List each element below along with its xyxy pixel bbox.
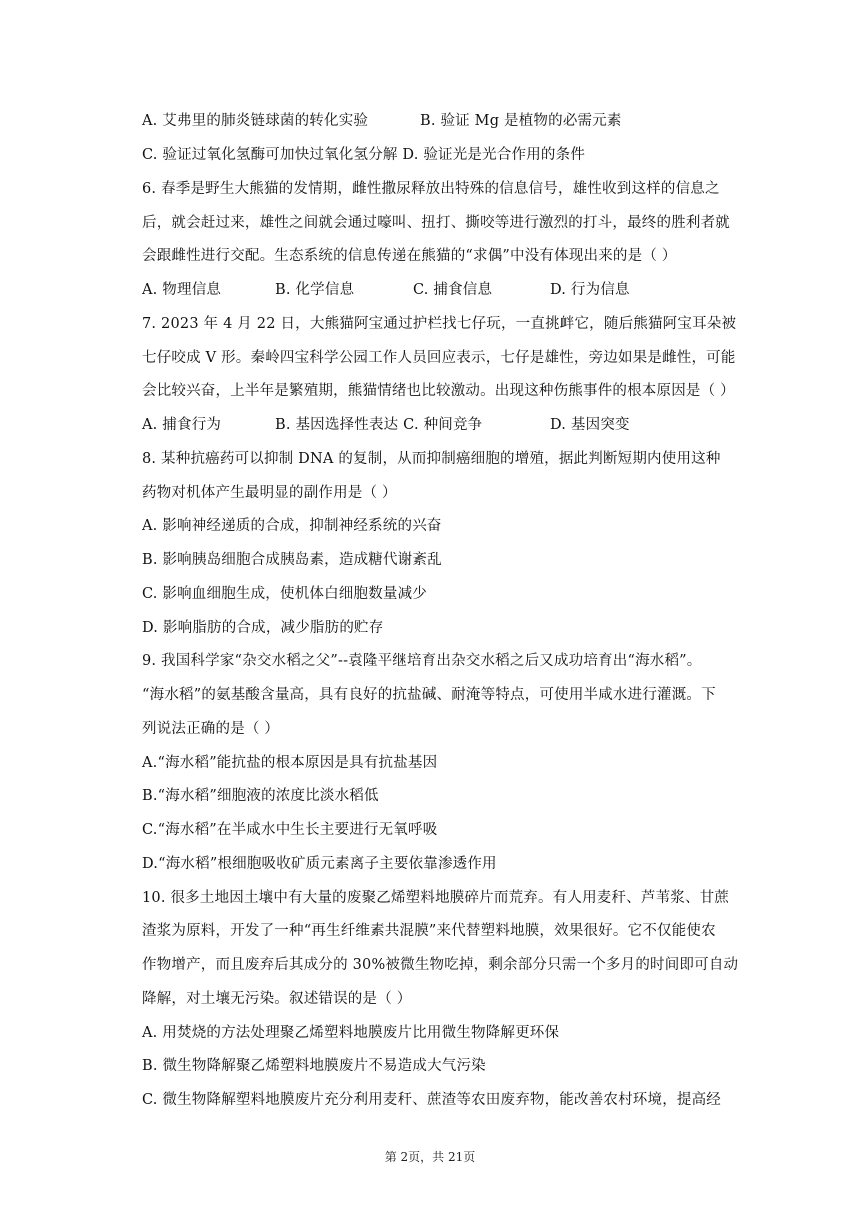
text-line: 降解，对土壤无污染。叙述错误的是（ ） bbox=[142, 991, 412, 1007]
text-line: C. 验证过氧化氢酶可加快过氧化氢分解 D. 验证光是光合作用的条件 bbox=[142, 147, 586, 163]
q5-options-ab bbox=[142, 111, 622, 131]
text-line: C.“海水稻”在半咸水中生长主要进行无氧呼吸 bbox=[142, 822, 438, 838]
page-footer: 第 2页，共 21页 bbox=[384, 1150, 476, 1164]
text-line: B. 影响胰岛细胞合成胰岛素，造成糖代谢紊乱 bbox=[142, 552, 442, 568]
text-line: 8. 某种抗癌药可以抑制 DNA 的复制，从而抑制癌细胞的增殖，据此判断短期内使用这种 bbox=[142, 451, 721, 467]
option-b: B. 化学信息 bbox=[275, 282, 355, 298]
text-line: 药物对机体产生最明显的副作用是（ ） bbox=[142, 485, 397, 501]
option-a: A. 艾弗里的肺炎链球菌的转化实验 bbox=[142, 113, 369, 129]
text-line: A. 用焚烧的方法处理聚乙烯塑料地膜废片比用微生物降解更环保 bbox=[142, 1025, 560, 1041]
text-line: C. 微生物降解塑料地膜废片充分利用麦秆、蔗渣等农田废弃物，能改善农村环境，提高经 bbox=[142, 1092, 721, 1108]
option-bc: B. 基因选择性表达 C. 种间竞争 bbox=[275, 417, 483, 433]
option-d: D. 基因突变 bbox=[550, 417, 630, 433]
text-line: 七仔咬成 V 形。秦岭四宝科学公园工作人员回应表示，七仔是雄性，旁边如果是雌性，可能 bbox=[142, 350, 736, 366]
text-line: A.“海水稻”能抗盐的根本原因是具有抗盐基因 bbox=[142, 755, 438, 771]
q7-options bbox=[142, 415, 630, 435]
option-b: B. 验证 Mg 是植物的必需元素 bbox=[420, 113, 622, 129]
option-a: A. 捕食行为 bbox=[142, 417, 222, 433]
text-line: 渣浆为原料，开发了一种“再生纤维素共混膜”来代替塑料地膜，效果很好。它不仅能使农 bbox=[142, 923, 716, 939]
text-line: 9. 我国科学家“杂交水稻之父”--袁隆平继培育出杂交水稻之后又成功培育出“海水稻”。 bbox=[142, 653, 702, 669]
text-line: B. 微生物降解聚乙烯塑料地膜废片不易造成大气污染 bbox=[142, 1058, 486, 1074]
text-line: 后，就会赶过来，雄性之间就会通过嚎叫、扭打、撕咬等进行激烈的打斗，最终的胜利者就 bbox=[142, 215, 730, 231]
text-line: 列说法正确的是（ ） bbox=[142, 721, 280, 737]
text-line: D. 影响脂肪的合成，减少脂肪的贮存 bbox=[142, 620, 384, 636]
text-line: A. 影响神经递质的合成，抑制神经系统的兴奋 bbox=[142, 518, 442, 534]
text-line: “海水稻”的氨基酸含量高，具有良好的抗盐碱、耐淹等特点，可使用半咸水进行灌溉。下 bbox=[142, 687, 716, 703]
text-line: C. 影响血细胞生成，使机体白细胞数量减少 bbox=[142, 586, 427, 602]
text-line: B.“海水稻”细胞液的浓度比淡水稻低 bbox=[142, 788, 379, 804]
text-line: 7. 2023 年 4 月 22 日，大熊猫阿宝通过护栏找七仔玩，一直挑衅它，随后熊猫阿宝耳朵被 bbox=[142, 316, 737, 332]
text-line: 6. 春季是野生大熊猫的发情期，雌性撒尿释放出特殊的信息信号，雄性收到这样的信息之 bbox=[142, 181, 720, 197]
text-line: 作物增产，而且废弃后其成分的 30%被微生物吃掉，剩余部分只需一个多月的时间即可自动 bbox=[142, 957, 739, 973]
option-c: C. 捕食信息 bbox=[413, 282, 493, 298]
text-line: 10. 很多土地因土壤中有大量的废聚乙烯塑料地膜碎片而荒弃。有人用麦秆、芦苇浆、甘蔗 bbox=[142, 890, 730, 906]
text-line: 会比较兴奋，上半年是繁殖期，熊猫情绪也比较激动。出现这种伤熊事件的根本原因是（ ） bbox=[142, 383, 735, 399]
text-line: D.“海水稻”根细胞吸收矿质元素离子主要依靠渗透作用 bbox=[142, 856, 497, 872]
option-a: A. 物理信息 bbox=[142, 282, 222, 298]
text-line: 会跟雌性进行交配。生态系统的信息传递在熊猫的“求偶”中没有体现出来的是（ ） bbox=[142, 248, 677, 264]
option-d: D. 行为信息 bbox=[550, 282, 630, 298]
q6-options bbox=[142, 280, 630, 300]
